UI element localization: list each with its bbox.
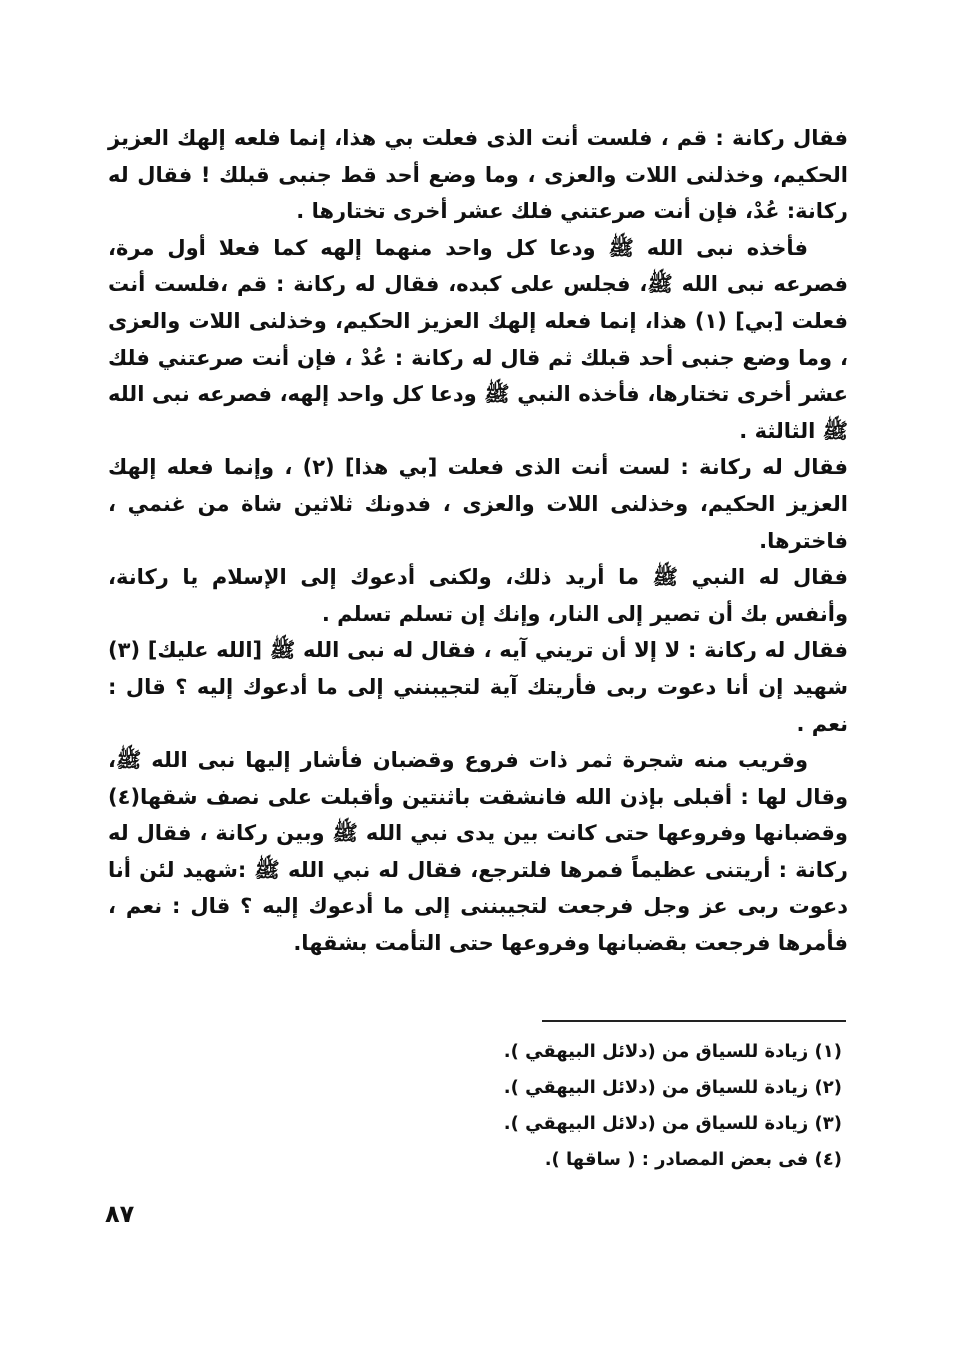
main-text xyxy=(108,120,848,962)
page-number: ٨٧ xyxy=(105,1200,135,1228)
paragraph: فقال له ركانة : لست أنت الذى فعلت [بي هذا] (٢) ، وإنما فعله إلهك العزيز الحكيم، وخذلنى اللات والعزى ، فدونك ثلاثين شاة من غنمي ، فاخترها. xyxy=(108,455,849,553)
paragraph: فأخذه نبى الله ﷺ ودعا كل واحد منهما إلهه كما فعلا أول مرة، فصرعه نبى الله ﷺ، فجلس على كبده، فقال له ركانة : قم ،فلست أنت فعلت [بي] (١) هذا، إنما فعله إلهك العزيز الحكيم، وخذلنى اللات والعزى ، وما وضع جنبى أحد قبلك ثم قال له ركانة : عُدْ ، فإن أنت صرعتني فلك عشر أخرى تختارها، فأخذه النبي ﷺ ودعا كل واحد إلهه، فصرعه نبى الله ﷺ الثالثة . xyxy=(108,235,849,443)
paragraph: فقال ركانة : قم ، فلست أنت الذى فعلت بي هذا، إنما فلعه إلهك العزيز الحكيم، وخذلنى اللات والعزى ، وما وضع أحد قط جنبى قبلك ! فقال له ركانة: عُدْ، فإن أنت صرعتني فلك عشر أخرى تختارها . xyxy=(108,126,848,224)
paragraph: فقال له ركانة : لا إلا أن تريني آيه ، فقال له نبى الله ﷺ [الله عليك] (٣) شهيد إن أنا دعوت ربى فأريتك آية لتجيبنني إلى ما أدعوك إليه ؟ قال : نعم . xyxy=(108,638,848,736)
footnote: (٣) زيادة للسياق من (دلائل البيهقي ). xyxy=(503,1113,842,1134)
footnote: (٢) زيادة للسياق من (دلائل البيهقي ). xyxy=(503,1077,842,1098)
footnote: (٤) فى بعض المصادر : ( ساقها ). xyxy=(544,1149,842,1170)
paragraph: وقريب منه شجرة ثمر ذات فروع وقضبان فأشار إليها نبى الله ﷺ، وقال لها : أقبلى بإذن الله فانشقت باثنتين وأقبلت على نصف شقها(٤) وقضبانها وفروعها حتى كانت بين يدى نبي الله ﷺ وبين ركانة ، فقال له ركانة : أريتنى عظيماً فمرها فلترجع، فقال له نبي الله ﷺ :شهيد لئن أنا دعوت ربى عز وجل فرجعت لتجيبننى إلى ما أدعوك إليه ؟ قال : نعم ، فأمرها فرجعت بقضبانها وفروعها حتى التأمت بشقها. xyxy=(108,748,848,956)
footnote: (١) زيادة للسياق من (دلائل البيهقي ). xyxy=(503,1041,842,1062)
paragraph: فقال له النبي ﷺ ما أريد ذلك، ولكنى أدعوك إلى الإسلام يا ركانة، وأنفس بك أن تصير إلى النار، وإنك إن تسلم تسلم . xyxy=(108,565,848,626)
footnotes xyxy=(500,1034,842,1178)
footnote-divider xyxy=(542,1020,846,1022)
